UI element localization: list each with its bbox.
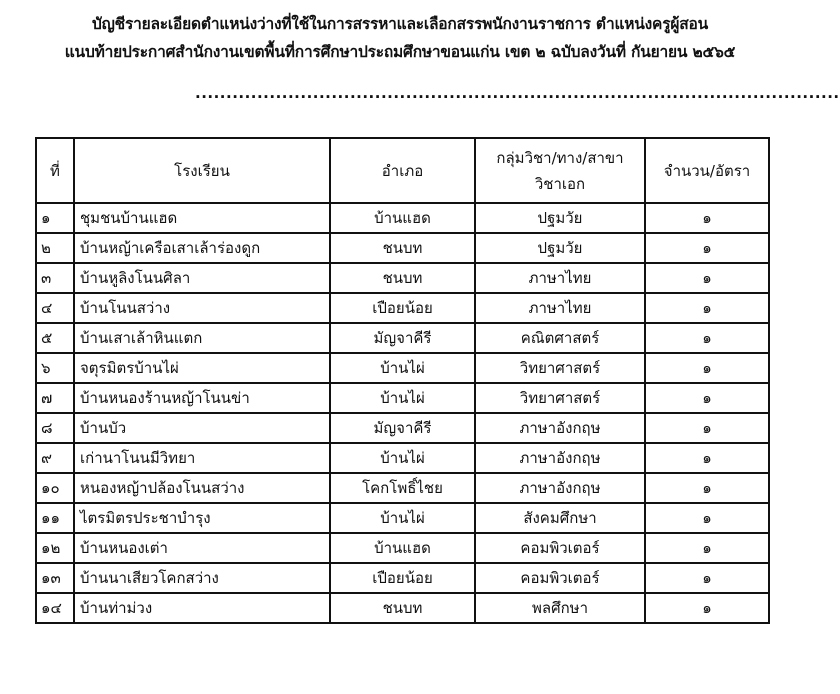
table-row [36, 353, 769, 383]
cell-quota: ๑ [645, 203, 769, 233]
table-header-row [36, 138, 769, 203]
cell-district: มัญจาคีรี [330, 413, 475, 443]
cell-subject: ภาษาไทย [475, 263, 645, 293]
cell-school: บ้านบัว [74, 413, 330, 443]
cell-district: บ้านไผ่ [330, 443, 475, 473]
cell-subject: วิทยาศาสตร์ [475, 353, 645, 383]
cell-quota: ๑ [645, 473, 769, 503]
cell-subject: พลศึกษา [475, 593, 645, 623]
cell-subject: ภาษาไทย [475, 293, 645, 323]
cell-quota: ๑ [645, 503, 769, 533]
cell-quota: ๑ [645, 263, 769, 293]
cell-district: เปือยน้อย [330, 293, 475, 323]
cell-school: ชุมชนบ้านแฮด [74, 203, 330, 233]
cell-no: ๑๔ [36, 593, 74, 623]
cell-no: ๘ [36, 413, 74, 443]
header-title-line2: แนบท้ายประกาศสำนักงานเขตพื้นที่การศึกษาประถมศึกษาขอนแก่น เขต ๒ ฉบับลงวันที่ กันยายน ๒๕๖๕ [64, 43, 736, 61]
cell-district: เปือยน้อย [330, 563, 475, 593]
cell-no: ๕ [36, 323, 74, 353]
cell-no: ๙ [36, 443, 74, 473]
cell-quota: ๑ [645, 383, 769, 413]
cell-subject: ปฐมวัย [475, 233, 645, 263]
cell-school: บ้านนาเสียวโคกสว่าง [74, 563, 330, 593]
cell-subject: ปฐมวัย [475, 203, 645, 233]
table-body [36, 203, 769, 623]
vacancy-table [35, 137, 770, 624]
cell-subject: วิทยาศาสตร์ [475, 383, 645, 413]
cell-quota: ๑ [645, 443, 769, 473]
header-subject [475, 138, 645, 203]
cell-school: จตุรมิตรบ้านไผ่ [74, 353, 330, 383]
table-row [36, 503, 769, 533]
cell-quota: ๑ [645, 533, 769, 563]
cell-school: บ้านโนนสว่าง [74, 293, 330, 323]
cell-school: หนองหญ้าปล้องโนนสว่าง [74, 473, 330, 503]
cell-district: บ้านไผ่ [330, 383, 475, 413]
cell-subject: สังคมศึกษา [475, 503, 645, 533]
cell-subject: คอมพิวเตอร์ [475, 563, 645, 593]
table-row [36, 263, 769, 293]
cell-school: บ้านหนองร้านหญ้าโนนข่า [74, 383, 330, 413]
header-subject-line1: กลุ่มวิชา/ทาง/สาขา [496, 148, 624, 167]
header-district: อำเภอ [330, 138, 475, 203]
cell-school: บ้านเสาเล้าหินแตก [74, 323, 330, 353]
header-no: ที่ [36, 138, 74, 203]
cell-no: ๑ [36, 203, 74, 233]
cell-district: บ้านแฮด [330, 203, 475, 233]
cell-no: ๖ [36, 353, 74, 383]
cell-no: ๑๑ [36, 503, 74, 533]
cell-quota: ๑ [645, 413, 769, 443]
cell-quota: ๑ [645, 353, 769, 383]
header-quota: จำนวน/อัตรา [645, 138, 769, 203]
table-row [36, 293, 769, 323]
cell-district: ชนบท [330, 233, 475, 263]
cell-quota: ๑ [645, 233, 769, 263]
cell-district: โคกโพธิ์ไชย [330, 473, 475, 503]
cell-no: ๗ [36, 383, 74, 413]
cell-no: ๑๐ [36, 473, 74, 503]
table-row [36, 203, 769, 233]
cell-no: ๑๓ [36, 563, 74, 593]
cell-district: บ้านไผ่ [330, 353, 475, 383]
table-row [36, 383, 769, 413]
cell-subject: ภาษาอังกฤษ [475, 413, 645, 443]
cell-subject: คอมพิวเตอร์ [475, 533, 645, 563]
table-row [36, 473, 769, 503]
cell-no: ๔ [36, 293, 74, 323]
cell-school: บ้านหญ้าเครือเสาเล้าร่องดูก [74, 233, 330, 263]
cell-district: ชนบท [330, 593, 475, 623]
header-subject-line2: วิชาเอก [534, 174, 586, 193]
table-row [36, 413, 769, 443]
dotted-separator: ........................................................................................................ [195, 84, 840, 102]
cell-no: ๒ [36, 233, 74, 263]
cell-quota: ๑ [645, 323, 769, 353]
table-row [36, 593, 769, 623]
table-row [36, 533, 769, 563]
cell-subject: ภาษาอังกฤษ [475, 473, 645, 503]
cell-school: เก่านาโนนมีวิทยา [74, 443, 330, 473]
cell-no: ๑๒ [36, 533, 74, 563]
cell-school: บ้านท่าม่วง [74, 593, 330, 623]
cell-quota: ๑ [645, 293, 769, 323]
cell-school: บ้านหนองเต่า [74, 533, 330, 563]
cell-no: ๓ [36, 263, 74, 293]
cell-quota: ๑ [645, 563, 769, 593]
cell-school: บ้านหูลิงโนนศิลา [74, 263, 330, 293]
table-row [36, 323, 769, 353]
header-school: โรงเรียน [74, 138, 330, 203]
cell-district: บ้านไผ่ [330, 503, 475, 533]
cell-district: มัญจาคีรี [330, 323, 475, 353]
table-row [36, 233, 769, 263]
document-header [0, 10, 800, 66]
cell-district: บ้านแฮด [330, 533, 475, 563]
cell-district: ชนบท [330, 263, 475, 293]
cell-school: ไตรมิตรประชาบำรุง [74, 503, 330, 533]
cell-quota: ๑ [645, 593, 769, 623]
cell-subject: คณิตศาสตร์ [475, 323, 645, 353]
header-title-line1: บัญชีรายละเอียดตำแหน่งว่างที่ใช้ในการสรรหาและเลือกสรรพนักงานราชการ ตำแหน่งครูผู้สอน [91, 15, 708, 33]
cell-subject: ภาษาอังกฤษ [475, 443, 645, 473]
table-row [36, 443, 769, 473]
table-row [36, 563, 769, 593]
